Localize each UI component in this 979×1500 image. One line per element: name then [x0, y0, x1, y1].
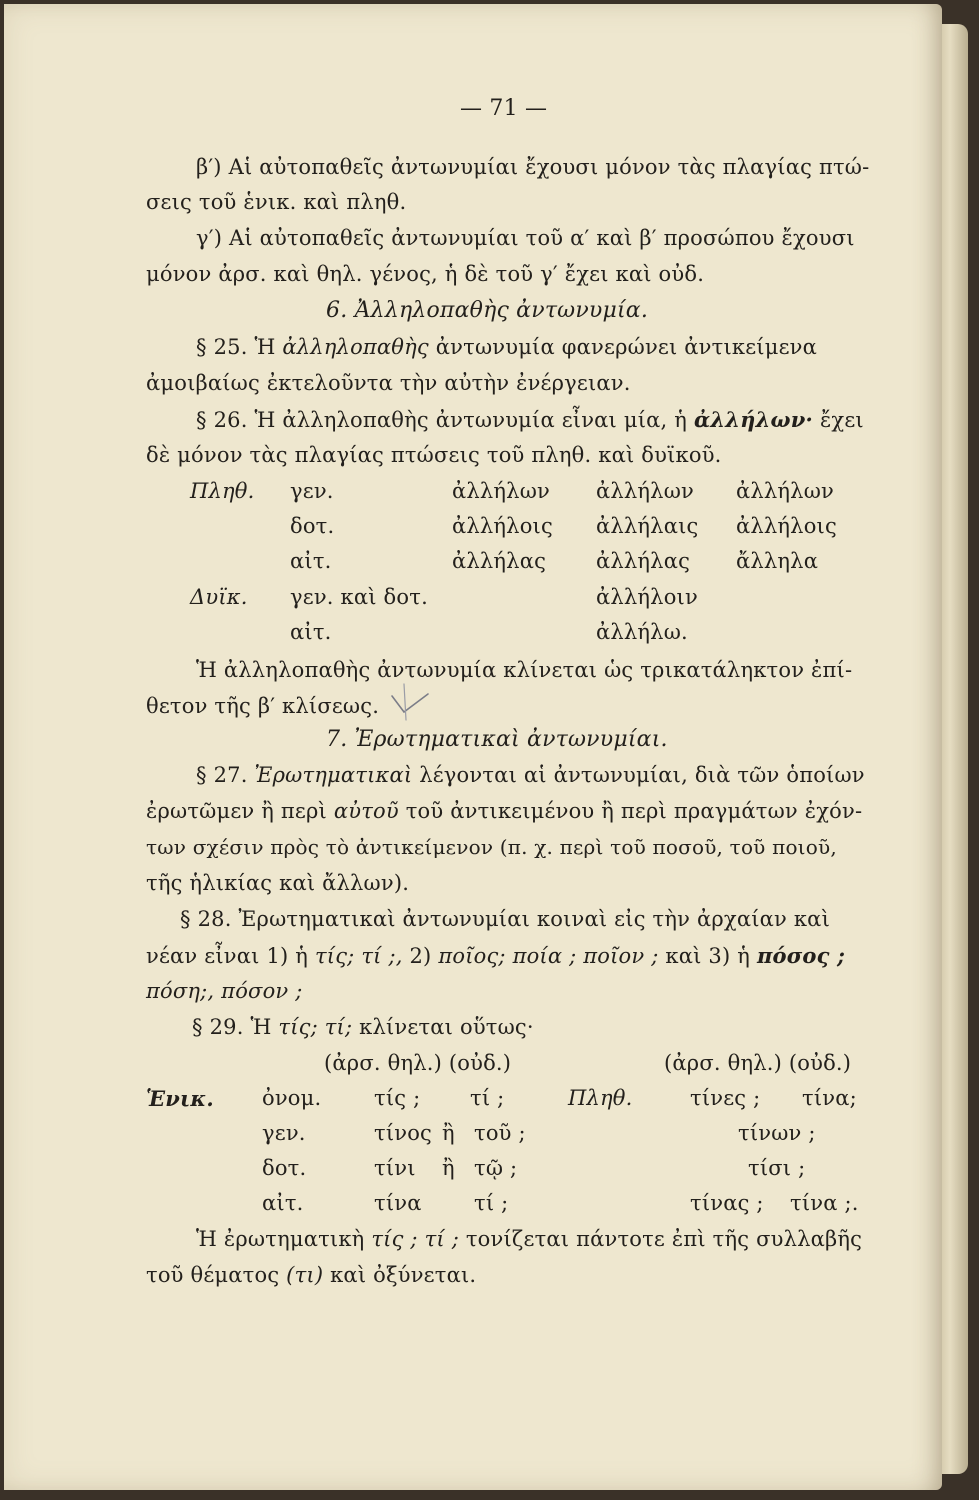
paragraph-27-term: Ἐρωτηματικαὶ	[254, 763, 413, 787]
case-label: αἰτ.	[262, 1191, 304, 1215]
case-label: αἰτ.	[290, 620, 332, 644]
paragraph-29-lead: § 29. Ἡ	[192, 1015, 272, 1039]
final-paragraph-line	[196, 1229, 862, 1250]
page-number: — 71 —	[460, 96, 548, 121]
table-cell: τίσι ;	[748, 1156, 806, 1180]
dual-label: Δυϊκ.	[190, 585, 248, 609]
text-line: δὲ μόνον τὰς πλαγίας πτώσεις τοῦ πληθ. καὶ δυϊκοῦ.	[146, 443, 722, 467]
table-cell: ἄλληλα	[736, 549, 819, 573]
paragraph-27-lead: § 27.	[196, 763, 248, 787]
paragraph-26-lead: § 26. Ἡ ἀλληλοπαθὴς ἀντωνυμία εἶναι μία, ἡ	[196, 408, 688, 432]
table-cell: τίνος	[374, 1121, 433, 1145]
table-cell: ἀλλήλοις	[736, 514, 837, 538]
paragraph-26-term: ἀλλήλων·	[693, 407, 814, 432]
table-cell: τίνας ;	[690, 1191, 764, 1215]
table-cell: ἀλλήλων	[596, 479, 694, 503]
text-line: των σχέσιν πρὸς τὸ ἀντικείμενον (π. χ. περὶ τοῦ ποσοῦ, τοῦ ποιοῦ,	[146, 835, 837, 859]
section-heading: 7. Ἐρωτηματικαὶ ἀντωνυμίαι.	[326, 727, 668, 752]
table-header: (ἀρσ. θηλ.) (οὐδ.)	[664, 1051, 852, 1075]
paragraph-28-lead: νέαν εἶναι 1) ἡ	[146, 944, 309, 968]
table-cell: ἀλλήλαις	[596, 514, 699, 538]
text-line: β′) Αἱ αὐτοπαθεῖς ἀντωνυμίαι ἔχουσι μόνον τὰς πλαγίας πτώ-	[196, 155, 870, 179]
page-edge	[938, 24, 968, 1474]
singular-label: Ἑνικ.	[146, 1086, 214, 1111]
final-paragraph-line	[146, 1265, 476, 1286]
text-line: θετον τῆς β′ κλίσεως.	[146, 694, 380, 718]
paragraph-29-term: τίς; τί;	[278, 1015, 353, 1039]
text-line: τῆς ἡλικίας καὶ ἄλλων).	[146, 871, 410, 895]
plural-label: Πληθ.	[568, 1086, 633, 1110]
table-cell: τί ;	[474, 1191, 509, 1215]
paragraph-27-term: αὐτοῦ	[333, 799, 399, 823]
text-line: Ἡ ἀλληλοπαθὴς ἀντωνυμία κλίνεται ὡς τρικατάληκτον ἐπί-	[196, 658, 853, 682]
table-cell: τοῦ ;	[474, 1121, 526, 1145]
paragraph-27-rest: λέγονται αἱ ἀντωνυμίαι, διὰ τῶν ὁποίων	[419, 763, 865, 787]
table-cell: ἀλλήλας	[452, 549, 547, 573]
case-label: δοτ.	[290, 514, 335, 538]
paragraph-25-rest: ἀντωνυμία φανερώνει ἀντικείμενα	[435, 335, 818, 359]
table-cell: ἀλλήλας	[596, 549, 691, 573]
table-cell: τίνα ;.	[790, 1191, 859, 1215]
table-cell: τίνα;	[802, 1086, 857, 1110]
case-label: γεν. καὶ δοτ.	[290, 585, 428, 609]
paragraph-28-term: ποῖος; ποία ; ποῖον ;	[438, 944, 659, 968]
final-rest: τονίζεται πάντοτε ἐπὶ τῆς συλλαβῆς	[465, 1227, 863, 1251]
text-line: μόνον ἀρσ. καὶ θηλ. γένος, ἡ δὲ τοῦ γ′ ἔχει καὶ οὐδ.	[146, 262, 705, 286]
table-cell: τίνα	[374, 1191, 422, 1215]
paragraph-28-mid: καὶ 3) ἡ	[665, 944, 751, 968]
plural-label: Πληθ.	[190, 479, 255, 503]
text-line: γ′) Αἱ αὐτοπαθεῖς ἀντωνυμίαι τοῦ α′ καὶ β′ προσώπου ἔχουσι	[196, 226, 855, 250]
paragraph-29-rest: κλίνεται οὕτως·	[359, 1015, 534, 1039]
text-line: § 28. Ἐρωτηματικαὶ ἀντωνυμίαι κοιναὶ εἰς τὴν ἀρχαίαν καὶ	[180, 907, 830, 931]
table-cell: τίνων ;	[738, 1121, 816, 1145]
table-cell: τίνες ;	[690, 1086, 761, 1110]
pencil-check-mark	[388, 682, 468, 722]
table-cell: ἀλλήλοις	[452, 514, 553, 538]
paragraph-28-term: τίς; τί ;,	[314, 944, 403, 968]
paragraph-28-term: πόσος ;	[756, 943, 846, 968]
case-label: δοτ.	[262, 1156, 307, 1180]
paragraph-28-mid: 2)	[409, 944, 432, 968]
table-cell: ἢ	[442, 1121, 455, 1145]
final-lead: Ἡ ἐρωτηματικὴ	[196, 1227, 365, 1251]
paragraph-25-lead: § 25. Ἡ	[196, 335, 276, 359]
case-label: γεν.	[290, 479, 334, 503]
text-line: ἀμοιβαίως ἐκτελοῦντα τὴν αὐτὴν ἐνέργειαν.	[146, 371, 631, 395]
table-cell: τίνι	[374, 1156, 416, 1180]
table-cell: ἀλλήλων	[736, 479, 834, 503]
table-cell: τῷ ;	[474, 1156, 518, 1180]
paragraph-29-line	[192, 1017, 534, 1038]
paragraph-27-lead: ἐρωτῶμεν ἢ περὶ	[146, 799, 327, 823]
final-rest: καὶ ὀξύνεται.	[330, 1263, 477, 1287]
text-line: πόση;, πόσον ;	[146, 979, 303, 1003]
section-heading: 6. Ἀλληλοπαθὴς ἀντωνυμία.	[326, 298, 649, 323]
case-label: ὀνομ.	[262, 1086, 322, 1110]
table-cell: ἢ	[442, 1156, 455, 1180]
table-cell: τίς ;	[374, 1086, 421, 1110]
paragraph-25-term: ἀλληλοπαθὴς	[282, 335, 429, 359]
paragraph-25-line	[196, 337, 817, 358]
table-cell: τί ;	[470, 1086, 505, 1110]
table-header: (ἀρσ. θηλ.) (οὐδ.)	[324, 1051, 512, 1075]
paragraph-27-rest: τοῦ ἀντικειμένου ἢ περὶ πραγμάτων ἐχόν-	[405, 799, 863, 823]
final-term: (τι)	[286, 1263, 324, 1287]
table-cell: ἀλλήλων	[452, 479, 550, 503]
text-line: σεις τοῦ ἑνικ. καὶ πληθ.	[146, 190, 407, 214]
table-cell: ἀλλήλω.	[596, 620, 688, 644]
paragraph-27-line	[146, 801, 862, 822]
paragraph-26-rest: ἔχει	[819, 408, 864, 432]
case-label: αἰτ.	[290, 549, 332, 573]
table-cell: ἀλλήλοιν	[596, 585, 698, 609]
final-term: τίς ; τί ;	[371, 1227, 459, 1251]
final-lead: τοῦ θέματος	[146, 1263, 280, 1287]
case-label: γεν.	[262, 1121, 306, 1145]
paragraph-27-line	[196, 765, 865, 786]
paragraph-26-line	[196, 409, 864, 431]
paragraph-28-line	[146, 945, 845, 967]
